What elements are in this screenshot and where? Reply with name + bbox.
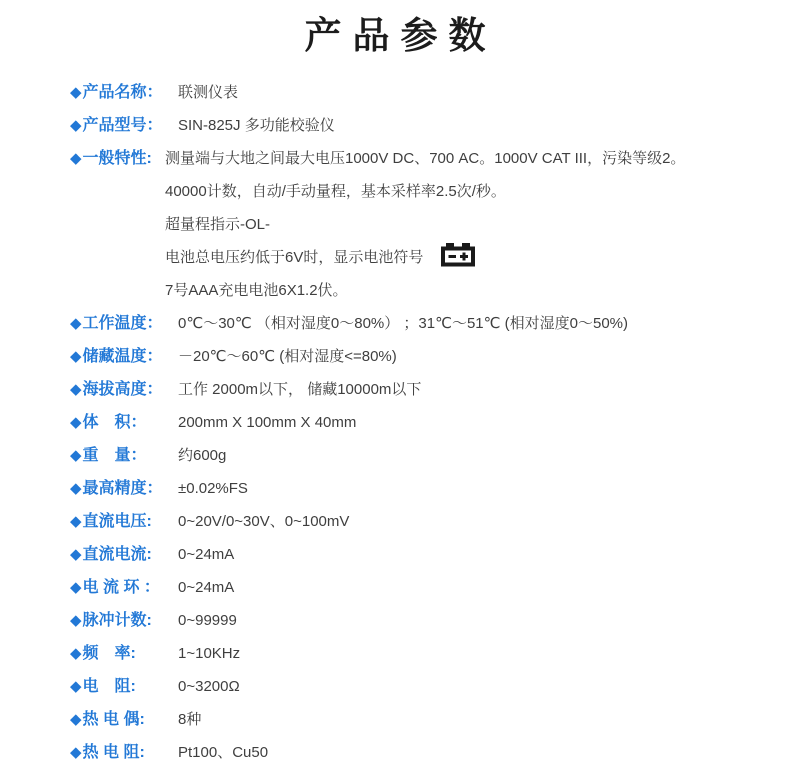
- diamond-bullet-icon: ◆: [70, 414, 82, 431]
- spec-value: 约600g: [178, 447, 227, 464]
- diamond-bullet-icon: ◆: [70, 711, 82, 728]
- spec-label: [70, 538, 178, 571]
- spec-value: 0~99999: [178, 612, 237, 629]
- diamond-bullet-icon: ◆: [70, 117, 82, 134]
- spec-value-area: [178, 571, 790, 604]
- spec-row: [70, 109, 790, 142]
- spec-label-text: 最高精度：: [82, 480, 163, 497]
- spec-label-text: 电 阻:: [82, 678, 136, 695]
- diamond-bullet-icon: ◆: [70, 480, 82, 497]
- diamond-bullet-icon: ◆: [70, 579, 82, 596]
- spec-label: [70, 637, 178, 670]
- spec-row: [70, 340, 790, 373]
- spec-label-text: 热 电 偶:: [82, 711, 145, 728]
- spec-label-text: 直流电流:: [82, 546, 152, 563]
- spec-row: [70, 472, 790, 505]
- spec-label: [70, 109, 178, 142]
- general-feature-line: [165, 142, 790, 175]
- spec-value-area: [178, 604, 790, 637]
- spec-label: [70, 505, 178, 538]
- general-feature-line: [165, 208, 790, 241]
- spec-label: [70, 571, 178, 604]
- spec-value-area: [178, 472, 790, 505]
- spec-row: [70, 142, 790, 307]
- spec-value-area: [178, 538, 790, 571]
- diamond-bullet-icon: ◆: [70, 513, 82, 530]
- spec-label-text: 海拔高度：: [82, 381, 163, 398]
- diamond-bullet-icon: ◆: [70, 546, 82, 563]
- general-feature-text: 超量程指示-OL-: [165, 216, 271, 233]
- spec-value-area: [178, 340, 790, 373]
- spec-value: 联测仪表: [178, 84, 239, 101]
- spec-value: 0℃～30℃ （相对湿度0～80%） ；31℃～51℃ (相对湿度0～50%): [178, 315, 629, 332]
- spec-value: Pt100、Cu50: [178, 744, 269, 761]
- spec-label: [70, 670, 178, 703]
- spec-row: [70, 439, 790, 472]
- general-feature-line: [165, 175, 790, 208]
- page-title: 产品参数: [304, 15, 497, 56]
- spec-value-area: [178, 109, 790, 142]
- spec-value-area: [178, 406, 790, 439]
- spec-label-text: 工作温度：: [82, 315, 163, 332]
- general-feature-line: [165, 274, 790, 307]
- spec-value: 0~20V/0~30V、0~100mV: [178, 513, 350, 530]
- spec-value-area: [178, 703, 790, 736]
- diamond-bullet-icon: ◆: [70, 84, 82, 101]
- spec-label: [70, 472, 178, 505]
- spec-row: [70, 736, 790, 769]
- spec-value: 1~10KHz: [178, 645, 241, 662]
- spec-row: [70, 406, 790, 439]
- diamond-bullet-icon: ◆: [70, 612, 82, 629]
- diamond-bullet-icon: ◆: [70, 315, 82, 332]
- general-feature-text: 电池总电压约低于6V时，显示电池符号: [165, 249, 424, 266]
- spec-value: SIN-825J 多功能校验仪: [178, 117, 335, 134]
- spec-row: [70, 604, 790, 637]
- spec-label-text: 脉冲计数:: [82, 612, 152, 629]
- spec-row: [70, 571, 790, 604]
- spec-label: [70, 736, 178, 769]
- spec-value: 工作 2000m以下， 储藏10000m以下: [178, 381, 422, 398]
- spec-value: 0~24mA: [178, 579, 235, 596]
- spec-row: [70, 538, 790, 571]
- spec-row: [70, 505, 790, 538]
- spec-value-area: [178, 76, 790, 109]
- spec-value: －20℃～60℃ (相对湿度<=80%): [178, 348, 397, 365]
- spec-label: [70, 604, 178, 637]
- diamond-bullet-icon: ◆: [70, 447, 82, 464]
- general-feature-text: 测量端与大地之间最大电压1000V DC、700 AC。1000V CAT III，污染等级2。: [165, 150, 686, 167]
- diamond-bullet-icon: ◆: [70, 744, 82, 761]
- spec-label-text: 产品型号：: [82, 117, 163, 134]
- spec-label: [70, 703, 178, 736]
- spec-label-text: 直流电压:: [82, 513, 152, 530]
- spec-label: [70, 340, 178, 373]
- spec-label: [70, 307, 178, 340]
- spec-value-area: [178, 505, 790, 538]
- spec-row: [70, 670, 790, 703]
- spec-value-area: [178, 637, 790, 670]
- spec-value: 8种: [178, 711, 202, 728]
- spec-row: [70, 637, 790, 670]
- spec-label: [70, 76, 178, 109]
- spec-label: [70, 406, 178, 439]
- spec-label-text: 重 量：: [82, 447, 147, 464]
- spec-value-area: [178, 736, 790, 769]
- diamond-bullet-icon: ◆: [70, 645, 82, 662]
- spec-value: ±0.02%FS: [178, 480, 248, 497]
- spec-value: 0~24mA: [178, 546, 235, 563]
- diamond-bullet-icon: ◆: [70, 678, 82, 695]
- diamond-bullet-icon: ◆: [70, 348, 82, 365]
- spec-label: [70, 439, 178, 472]
- spec-label: [70, 142, 178, 175]
- general-feature-text: 40000计数，自动/手动量程，基本采样率2.5次/秒。: [165, 183, 506, 200]
- spec-value: 0~3200Ω: [178, 678, 240, 695]
- general-feature-text: 7号AAA充电电池6X1.2伏。: [165, 282, 348, 299]
- spec-value-area: [165, 142, 790, 307]
- spec-label-text: 储藏温度：: [82, 348, 163, 365]
- spec-label: [70, 373, 178, 406]
- spec-value-area: [178, 307, 790, 340]
- spec-label-text: 产品名称：: [82, 84, 163, 101]
- spec-value-area: [178, 439, 790, 472]
- spec-value-area: [178, 670, 790, 703]
- spec-label-text: 热 电 阻:: [82, 744, 145, 761]
- spec-list: [0, 59, 790, 769]
- spec-label-text: 电 流 环 ：: [82, 579, 160, 596]
- spec-row: [70, 703, 790, 736]
- spec-label-text: 一般特性:: [82, 150, 152, 167]
- spec-value-area: [178, 373, 790, 406]
- spec-label-text: 体 积：: [82, 414, 147, 431]
- spec-row: [70, 373, 790, 406]
- spec-label-text: 频 率:: [82, 645, 136, 662]
- battery-icon: [440, 243, 476, 267]
- diamond-bullet-icon: ◆: [70, 381, 82, 398]
- spec-value: 200mm X 100mm X 40mm: [178, 414, 357, 431]
- diamond-bullet-icon: ◆: [70, 150, 82, 167]
- spec-row: [70, 76, 790, 109]
- general-feature-line: [165, 241, 790, 274]
- spec-row: [70, 307, 790, 340]
